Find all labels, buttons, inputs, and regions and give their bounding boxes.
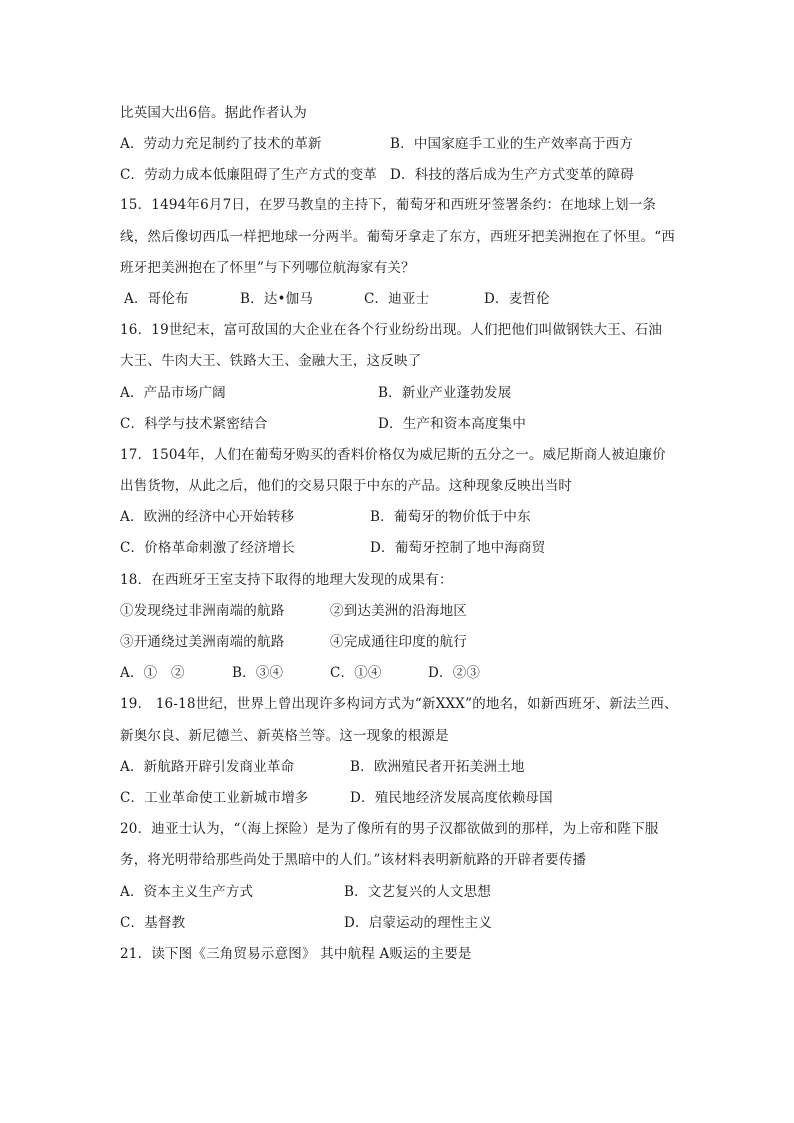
q18-option-a: A．① ② [120,665,185,681]
q18-item-4: ④完成通往印度的航行 [330,634,467,650]
q16-option-a: A．产品市场广阔 [120,385,226,401]
q14-option-b: B．中国家庭手工业的生产效率高于西方 [390,136,634,152]
q20-option-a: A．资本主义生产方式 [120,884,254,900]
q17-option-d: D．葡萄牙控制了地中海商贸 [370,540,546,556]
q20-option-d: D．启蒙运动的理性主义 [344,915,493,931]
q16-option-d: D．生产和资本高度集中 [378,416,527,432]
q19-option-b: B．欧洲殖民者开拓美洲土地 [350,759,525,775]
q18-option-d: D．②③ [428,665,481,681]
q17-stem-line-1: 17．1504年，人们在葡萄牙购买的香料价格仅为威尼斯的五分之一。威尼斯商人被迫廉价 [120,447,666,463]
q18-item-3: ③开通绕过美洲南端的航路 [120,634,285,650]
q15-option-d: D．麦哲伦 [484,291,550,307]
q18-option-b: B．③④ [232,665,284,681]
q16-option-c: C．科学与技术紧密结合 [120,416,268,432]
q18-option-c: C．①④ [330,665,382,681]
q19-option-a: A．新航路开辟引发商业革命 [120,759,295,775]
q19-option-d: D．殖民地经济发展高度依赖母国 [350,790,553,806]
q17-stem-line-2: 出售货物，从此之后，他们的交易只限于中东的产品。这种现象反映出当时 [120,478,573,494]
q15-stem-line-3: 班牙把美洲抱在了怀里”与下列哪位航海家有关？ [120,260,415,276]
q21-stem-line-1: 21．读下图《三角贸易示意图》 其中航程 A贩运的主要是 [120,946,472,962]
q15-option-b: B．达•伽马 [240,291,314,307]
q14-option-d: D．科技的落后成为生产方式变革的障碍 [390,167,634,183]
q17-option-a: A．欧洲的经济中心开始转移 [120,509,295,525]
q14-stem-line: 比英国大出6倍。据此作者认为 [120,105,307,121]
q14-option-a: A．劳动力充足制约了技术的革新 [120,136,322,152]
q20-option-b: B．文艺复兴的人文思想 [344,884,492,900]
q19-option-c: C．工业革命使工业新城市增多 [120,790,309,806]
q14-option-c: C．劳动力成本低廉阻碍了生产方式的变革 [120,167,378,183]
q16-stem-line-1: 16．19世纪末，富可敌国的大企业在各个行业纷纷出现。人们把他们叫做钢铁大王、石油 [120,322,663,338]
q18-item-2: ②到达美洲的沿海地区 [330,603,467,619]
q20-option-c: C．基督教 [120,915,186,931]
q19-stem-line-1: 19． 16-18世纪，世界上曾出现许多构词方式为“新XXX”的地名，如新西班牙、新法兰西、 [120,696,678,712]
q16-option-b: B．新业产业蓬勃发展 [378,385,512,401]
q18-stem-line-1: 18．在西班牙王室支持下取得的地理大发现的成果有： [120,572,453,588]
q15-stem-line-1: 15．1494年6月7日，在罗马教皇的主持下，葡萄牙和西班牙签署条约：在地球上划一条 [120,197,657,213]
q15-option-c: C．迪亚士 [364,291,430,307]
q15-stem-line-2: 线，然后像切西瓜一样把地球一分两半。葡萄牙拿走了东方，西班牙把美洲抱在了怀里。“西 [120,229,676,245]
q15-option-a: A．哥伦布 [124,291,189,307]
q20-stem-line-1: 20．迪亚士认为，“（海上探险）是为了像所有的男子汉都欲做到的那样，为上帝和陛下服 [120,821,659,837]
q18-item-1: ①发现绕过非洲南端的航路 [120,603,285,619]
q17-option-c: C．价格革命刺激了经济增长 [120,540,295,556]
q20-stem-line-2: 务，将光明带给那些尚处于黑暗中的人们。”该材料表明新航路的开辟者要传播 [120,852,587,868]
q16-stem-line-2: 大王、牛肉大王、铁路大王、金融大王，这反映了 [120,353,422,369]
q19-stem-line-2: 新奥尔良、新尼德兰、新英格兰等。这一现象的根源是 [120,728,449,744]
q17-option-b: B．葡萄牙的物价低于中东 [370,509,531,525]
